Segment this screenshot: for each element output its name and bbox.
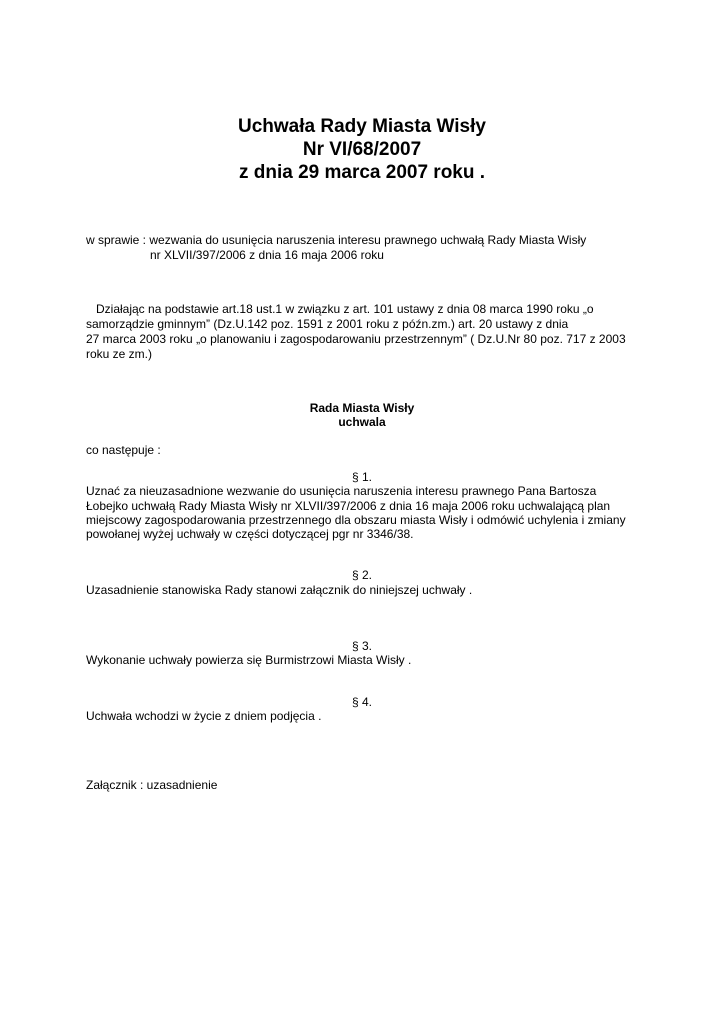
council-resolves: uchwala bbox=[338, 415, 386, 429]
document-title-line-2: Nr VI/68/2007 bbox=[302, 139, 422, 160]
section-1-line-1: Uznać za nieuzasadnione wezwanie do usunięcia naruszenia interesu prawnego Pana Bartosza bbox=[86, 484, 597, 498]
section-3-line-1: Wykonanie uchwały powierza się Burmistrzowi Miasta Wisły . bbox=[86, 653, 412, 667]
council-name: Rada Miasta Wisły bbox=[309, 401, 415, 415]
subject-line-2: nr XLVII/397/2006 z dnia 16 maja 2006 roku bbox=[150, 248, 384, 262]
intro-text: co następuje : bbox=[86, 443, 161, 457]
document-title-line-3: z dnia 29 marca 2007 roku . bbox=[238, 162, 486, 183]
legal-basis-line-3: 27 marca 2003 roku „o planowaniu i zagospodarowaniu przestrzennym” ( Dz.U.Nr 80 poz. 717 z 2003 bbox=[86, 332, 626, 346]
subject-line-1: w sprawie : wezwania do usunięcia naruszenia interesu prawnego uchwałą Rady Miasta Wisły bbox=[86, 233, 587, 247]
legal-basis-line-1: Działając na podstawie art.18 ust.1 w związku z art. 101 ustawy z dnia 08 marca 1990 roku „o bbox=[96, 302, 594, 316]
document-title-line-1: Uchwała Rady Miasta Wisły bbox=[238, 116, 486, 137]
attachment-note: Załącznik : uzasadnienie bbox=[86, 778, 218, 792]
legal-basis-line-2: samorządzie gminnym” (Dz.U.142 poz. 1591 z 2001 roku z późn.zm.) art. 20 ustawy z dnia bbox=[86, 317, 569, 331]
section-1-line-2: Łobejko uchwałą Rady Miasta Wisły nr XLVII/397/2006 z dnia 16 maja 2006 roku uchwalającą plan bbox=[86, 499, 611, 513]
section-1-line-4: powołanej wyżej uchwały w części dotyczącej pgr nr 3346/38. bbox=[86, 527, 414, 541]
section-4-line-1: Uchwała wchodzi w życie z dniem podjęcia . bbox=[86, 709, 322, 723]
section-1-number: § 1. bbox=[351, 470, 372, 484]
section-2-line-1: Uzasadnienie stanowiska Rady stanowi załącznik do niniejszej uchwały . bbox=[86, 583, 473, 597]
section-1-line-3: miejscowy zagospodarowania przestrzennego dla obszaru miasta Wisły i odmówić uchylenia i zmiany bbox=[86, 513, 626, 527]
section-3-number: § 3. bbox=[351, 639, 372, 653]
section-4-number: § 4. bbox=[351, 695, 372, 709]
section-2-number: § 2. bbox=[351, 568, 372, 582]
legal-basis-line-4: roku ze zm.) bbox=[86, 347, 153, 361]
